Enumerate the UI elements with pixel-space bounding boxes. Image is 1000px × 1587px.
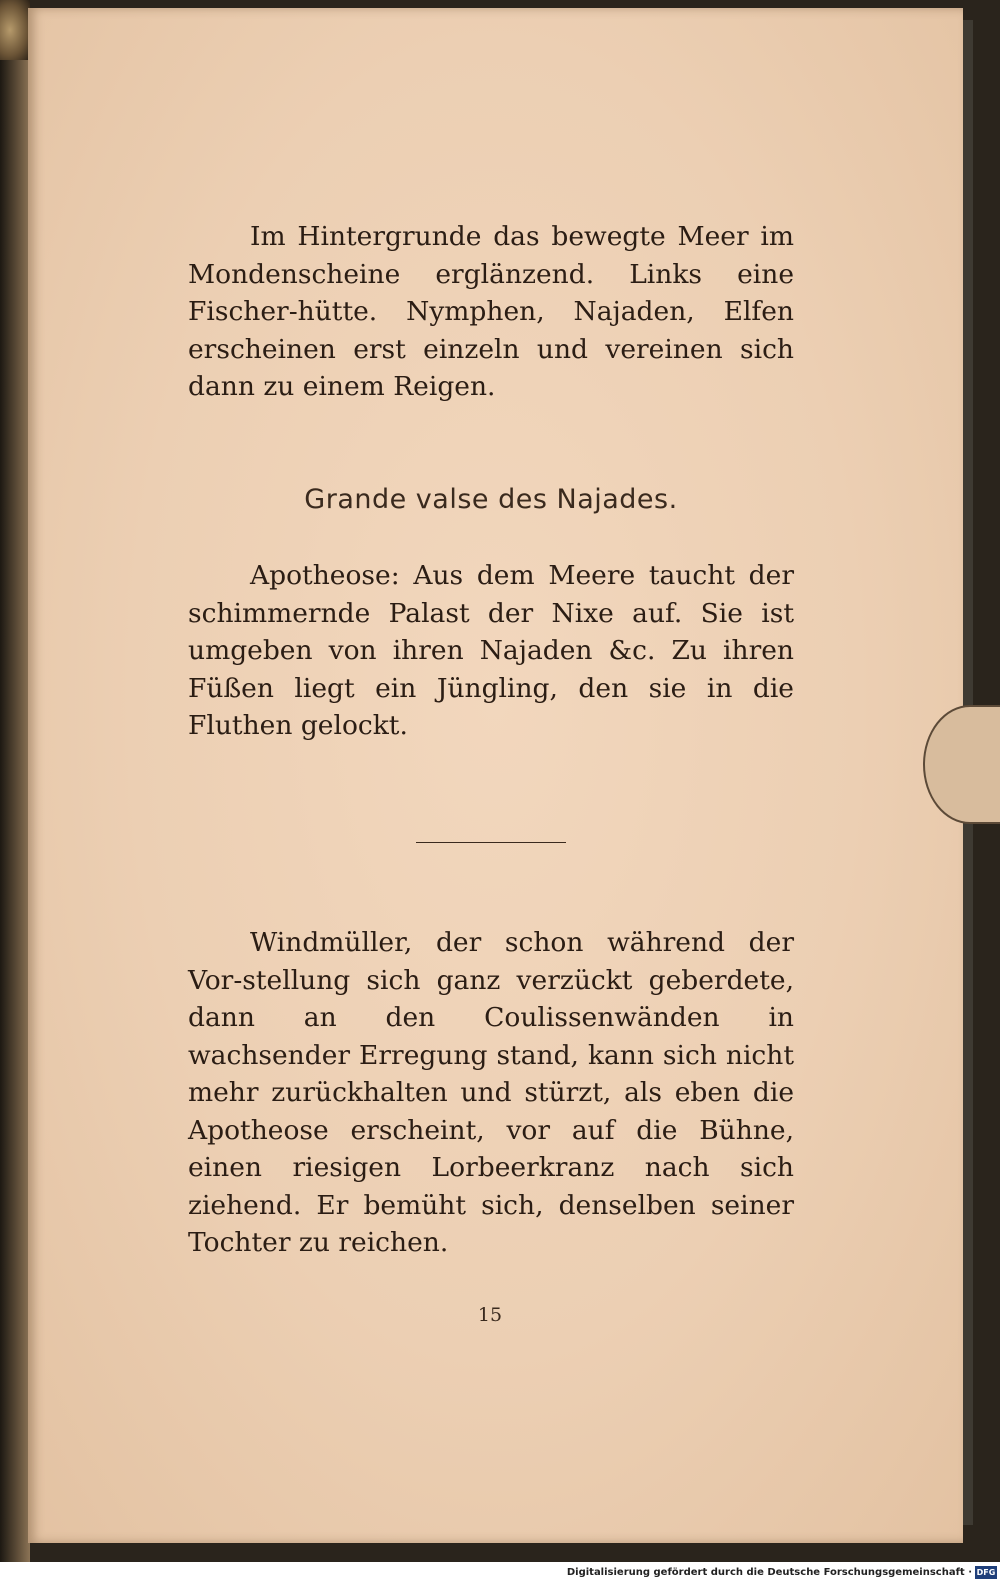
stage-direction-paragraph: Im Hintergrunde das bewegte Meer im Mondenscheine erglänzend. Links eine Fischer-hütte. Nymphen, Najaden, Elfen erscheinen erst einzeln und vereinen sich dann zu einem Reigen.: [188, 221, 794, 402]
digitization-credit: Digitalisierung gefördert durch die Deutsche Forschungsgemeinschaft ·: [566, 1567, 972, 1578]
windmueller-paragraph: Windmüller, der schon während der Vor-stellung sich ganz verzückt geberdete, dann an den Coulissenwänden in wachsender Erregung stand, kann sich nicht mehr zurückhalten und stürzt, als eben die Apotheose erscheint, vor auf die Bühne, einen riesigen Lorbeerkranz nach sich ziehend. Er bemüht sich, denselben seiner Tochter zu reichen.: [188, 927, 794, 1258]
music-heading: Grande valse des Najades.: [304, 484, 678, 515]
apotheosis-paragraph: Apotheose: Aus dem Meere taucht der schimmernde Palast der Nixe auf. Sie ist umgeben von ihren Najaden &c. Zu ihren Füßen liegt ein Jüngling, den sie in die Fluthen gelockt.: [188, 560, 794, 741]
page-number: 15: [477, 1304, 503, 1326]
section-divider-rule: [416, 842, 566, 843]
dfg-logo: DFG: [976, 1568, 996, 1577]
binding-thread: [0, 0, 30, 60]
book-spine-edge: [0, 0, 30, 1562]
